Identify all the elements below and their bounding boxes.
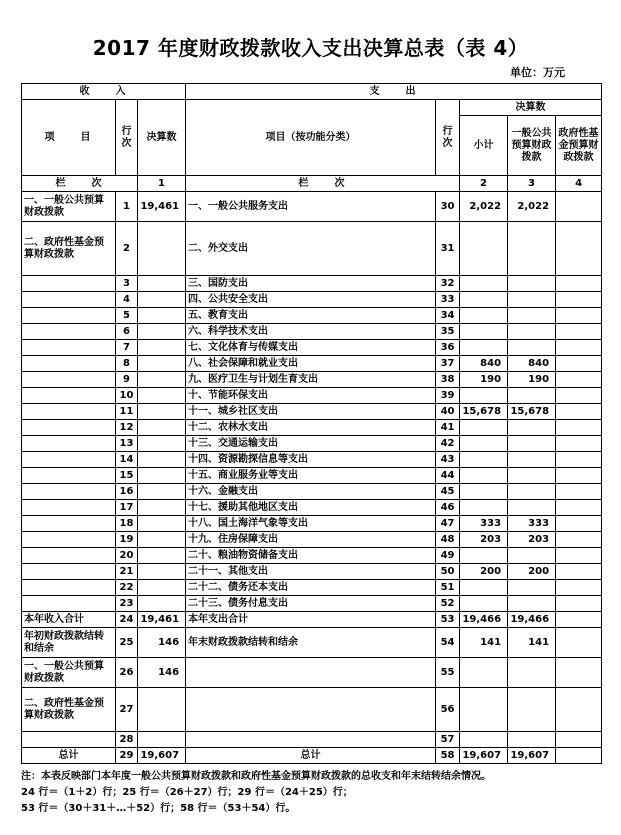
table-row: [22, 372, 602, 388]
expense-row-no-cell: 54: [436, 628, 460, 658]
income-item-cell: [22, 548, 116, 564]
general-budget-cell: [508, 324, 556, 340]
expense-item-cell: 十三、交通运输支出: [186, 436, 436, 452]
general-budget-cell: 203: [508, 532, 556, 548]
general-budget-cell: [508, 484, 556, 500]
column-number-3: 3: [508, 176, 556, 192]
income-row-no-cell: 14: [116, 452, 138, 468]
income-amount-cell: [138, 688, 186, 732]
table-row: [22, 420, 602, 436]
gov-fund-cell: [556, 658, 602, 688]
table-row: [22, 688, 602, 732]
expense-item-cell: 十八、国土海洋气象等支出: [186, 516, 436, 532]
general-budget-cell: 200: [508, 564, 556, 580]
expense-row-no-cell: 38: [436, 372, 460, 388]
page-title: 2017 年度财政拨款收入支出决算总表（表 4）: [92, 36, 529, 60]
table-row: [22, 548, 602, 564]
income-row-no-cell: 16: [116, 484, 138, 500]
column-number-2: 2: [460, 176, 508, 192]
table-row: [22, 596, 602, 612]
income-amount-cell: [138, 532, 186, 548]
subtotal-cell: [460, 596, 508, 612]
gov-fund-cell: [556, 388, 602, 404]
income-amount-cell: [138, 516, 186, 532]
table-row: [22, 276, 602, 292]
table-row: [22, 292, 602, 308]
gov-fund-cell: [556, 276, 602, 292]
income-amount-cell: [138, 372, 186, 388]
general-budget-cell: [508, 452, 556, 468]
general-budget-header: 一般公共预算财政拨款: [508, 116, 556, 176]
table-row: [22, 324, 602, 340]
gov-fund-cell: [556, 292, 602, 308]
income-item-cell: [22, 340, 116, 356]
income-row-no-cell: 26: [116, 658, 138, 688]
expense-item-cell: 十、节能环保支出: [186, 388, 436, 404]
income-amount-cell: [138, 292, 186, 308]
income-amount-cell: [138, 564, 186, 580]
expense-item-cell: 十六、金融支出: [186, 484, 436, 500]
subtotal-cell: [460, 732, 508, 748]
expense-row-no-cell: 33: [436, 292, 460, 308]
general-budget-cell: [508, 688, 556, 732]
table-row: [22, 732, 602, 748]
general-budget-cell: 840: [508, 356, 556, 372]
gov-fund-cell: [556, 340, 602, 356]
subtotal-cell: [460, 452, 508, 468]
income-row-no-cell: 1: [116, 192, 138, 222]
table-row: [22, 340, 602, 356]
subtotal-cell: 333: [460, 516, 508, 532]
income-amount-header: 决算数: [138, 100, 186, 176]
final-group-header: 决算数: [460, 100, 602, 116]
income-amount-cell: [138, 548, 186, 564]
subtotal-cell: 190: [460, 372, 508, 388]
expense-row-no-cell: 35: [436, 324, 460, 340]
column-number-4: 4: [556, 176, 602, 192]
footnote-line: 24 行＝（1＋2）行；25 行＝（26＋27）行；29 行＝（24＋25）行；: [21, 787, 353, 798]
income-amount-cell: [138, 452, 186, 468]
expense-row-no-cell: 42: [436, 436, 460, 452]
gov-fund-cell: [556, 452, 602, 468]
table-row: [22, 500, 602, 516]
income-item-cell: [22, 468, 116, 484]
general-budget-cell: 333: [508, 516, 556, 532]
income-item-cell: 一、一般公共预算财政拨款: [22, 658, 116, 688]
expense-item-cell: 二十一、其他支出: [186, 564, 436, 580]
subtotal-cell: [460, 468, 508, 484]
income-row-no-cell: 9: [116, 372, 138, 388]
income-row-no-cell: 21: [116, 564, 138, 580]
income-row-no-cell: 27: [116, 688, 138, 732]
expense-row-no-cell: 58: [436, 748, 460, 764]
income-item-cell: [22, 732, 116, 748]
expense-row-no-cell: 32: [436, 276, 460, 292]
expense-row-no-cell: 45: [436, 484, 460, 500]
table-row: [22, 580, 602, 596]
expense-item-cell: [186, 688, 436, 732]
income-row-no-cell: 13: [116, 436, 138, 452]
subtotal-cell: 19,607: [460, 748, 508, 764]
subtotal-header: 小计: [460, 116, 508, 176]
gov-fund-cell: [556, 404, 602, 420]
expense-row-no-cell: 46: [436, 500, 460, 516]
income-item-cell: 本年收入合计: [22, 612, 116, 628]
income-item-cell: [22, 564, 116, 580]
general-budget-cell: [508, 292, 556, 308]
gov-fund-cell: [556, 420, 602, 436]
expense-item-cell: 十五、商业服务业等支出: [186, 468, 436, 484]
general-budget-cell: [508, 732, 556, 748]
table-row: [22, 222, 602, 276]
footnote-line: 53 行＝（30＋31＋…＋52）行；58 行＝（53＋54）行。: [21, 803, 296, 814]
expense-row-no-cell: 37: [436, 356, 460, 372]
expense-row-no-cell: 56: [436, 688, 460, 732]
income-item-cell: [22, 580, 116, 596]
gov-fund-cell: [556, 628, 602, 658]
subtotal-cell: [460, 276, 508, 292]
expense-row-no-cell: 34: [436, 308, 460, 324]
income-row-no-cell: 15: [116, 468, 138, 484]
table-row: [22, 356, 602, 372]
income-item-cell: [22, 292, 116, 308]
income-amount-cell: [138, 732, 186, 748]
gov-fund-cell: [556, 516, 602, 532]
expense-item-cell: [186, 732, 436, 748]
expense-row-no-cell: 50: [436, 564, 460, 580]
income-row-no-cell: 2: [116, 222, 138, 276]
gov-fund-header: 政府性基金预算财政拨款: [556, 116, 602, 176]
income-item-cell: 二、政府性基金预算财政拨款: [22, 688, 116, 732]
income-row-no-cell: 7: [116, 340, 138, 356]
income-item-cell: 年初财政拨款结转和结余: [22, 628, 116, 658]
gov-fund-cell: [556, 308, 602, 324]
table-row: [22, 436, 602, 452]
gov-fund-cell: [556, 688, 602, 732]
income-row-no-cell: 11: [116, 404, 138, 420]
general-budget-cell: 19,607: [508, 748, 556, 764]
income-amount-cell: [138, 276, 186, 292]
table-row: [22, 532, 602, 548]
column-label-right: 栏 次: [186, 176, 460, 192]
expense-item-cell: 三、国防支出: [186, 276, 436, 292]
subtotal-cell: [460, 548, 508, 564]
general-budget-cell: [508, 276, 556, 292]
subtotal-cell: [460, 340, 508, 356]
income-row-no-cell: 24: [116, 612, 138, 628]
expense-row-no-cell: 52: [436, 596, 460, 612]
general-budget-cell: [508, 658, 556, 688]
table-row: [22, 628, 602, 658]
income-amount-cell: [138, 436, 186, 452]
expense-row-no-cell: 41: [436, 420, 460, 436]
expense-item-cell: 十四、资源勘探信息等支出: [186, 452, 436, 468]
table-row: [22, 404, 602, 420]
general-budget-cell: 2,022: [508, 192, 556, 222]
income-row-no-cell: 28: [116, 732, 138, 748]
table-row: [22, 748, 602, 764]
gov-fund-cell: [556, 500, 602, 516]
income-item-cell: [22, 308, 116, 324]
subtotal-cell: 203: [460, 532, 508, 548]
income-amount-cell: 19,461: [138, 612, 186, 628]
income-row-no-cell: 23: [116, 596, 138, 612]
final-accounts-table: [21, 83, 602, 764]
expense-item-cell: 年末财政拨款结转和结余: [186, 628, 436, 658]
general-budget-cell: [508, 548, 556, 564]
table-row: [22, 612, 602, 628]
income-amount-cell: [138, 340, 186, 356]
general-budget-cell: 141: [508, 628, 556, 658]
gov-fund-cell: [556, 732, 602, 748]
income-item-cell: [22, 452, 116, 468]
income-item-cell: [22, 516, 116, 532]
general-budget-cell: 19,466: [508, 612, 556, 628]
expense-row-no-cell: 44: [436, 468, 460, 484]
expense-item-cell: 六、科学技术支出: [186, 324, 436, 340]
subtotal-cell: [460, 436, 508, 452]
gov-fund-cell: [556, 356, 602, 372]
expense-item-cell: 十一、城乡社区支出: [186, 404, 436, 420]
expense-item-cell: 一、一般公共服务支出: [186, 192, 436, 222]
expense-row-no-header: 行次: [436, 100, 460, 176]
expense-item-cell: 九、医疗卫生与计划生育支出: [186, 372, 436, 388]
table-row: [22, 658, 602, 688]
income-item-cell: [22, 372, 116, 388]
table-row: [22, 308, 602, 324]
subtotal-cell: 2,022: [460, 192, 508, 222]
gov-fund-cell: [556, 748, 602, 764]
subtotal-cell: [460, 658, 508, 688]
general-budget-cell: [508, 388, 556, 404]
income-row-no-cell: 20: [116, 548, 138, 564]
income-item-cell: [22, 532, 116, 548]
expense-item-cell: 二十二、债务还本支出: [186, 580, 436, 596]
income-row-no-cell: 6: [116, 324, 138, 340]
subtotal-cell: [460, 222, 508, 276]
footnote: [21, 769, 611, 817]
income-item-cell: 二、政府性基金预算财政拨款: [22, 222, 116, 276]
table-row: [22, 516, 602, 532]
income-item-cell: [22, 596, 116, 612]
expense-row-no-cell: 39: [436, 388, 460, 404]
subtotal-cell: [460, 292, 508, 308]
income-amount-cell: [138, 580, 186, 596]
income-row-no-cell: 8: [116, 356, 138, 372]
expense-item-cell: 四、公共安全支出: [186, 292, 436, 308]
expense-item-cell: 二十、粮油物资储备支出: [186, 548, 436, 564]
general-budget-cell: [508, 468, 556, 484]
gov-fund-cell: [556, 548, 602, 564]
income-amount-cell: [138, 356, 186, 372]
subtotal-cell: 200: [460, 564, 508, 580]
subtotal-cell: [460, 388, 508, 404]
income-row-no-cell: 5: [116, 308, 138, 324]
income-item-header: 项 目: [22, 100, 116, 176]
income-row-no-cell: 22: [116, 580, 138, 596]
gov-fund-cell: [556, 596, 602, 612]
gov-fund-cell: [556, 222, 602, 276]
general-budget-cell: [508, 222, 556, 276]
general-budget-cell: [508, 420, 556, 436]
expense-row-no-cell: 55: [436, 658, 460, 688]
gov-fund-cell: [556, 372, 602, 388]
income-item-cell: [22, 324, 116, 340]
income-item-cell: [22, 436, 116, 452]
gov-fund-cell: [556, 468, 602, 484]
income-amount-cell: [138, 324, 186, 340]
income-item-cell: [22, 356, 116, 372]
subtotal-cell: [460, 324, 508, 340]
expense-item-header: 项目（按功能分类）: [186, 100, 436, 176]
expense-item-cell: 十二、农林水支出: [186, 420, 436, 436]
income-amount-cell: [138, 500, 186, 516]
subtotal-cell: 15,678: [460, 404, 508, 420]
column-label-left: 栏 次: [22, 176, 138, 192]
income-item-cell: [22, 276, 116, 292]
expense-item-cell: 十七、援助其他地区支出: [186, 500, 436, 516]
income-row-no-cell: 29: [116, 748, 138, 764]
general-budget-cell: 190: [508, 372, 556, 388]
table-row: [22, 192, 602, 222]
expense-row-no-cell: 49: [436, 548, 460, 564]
table-row: [22, 452, 602, 468]
gov-fund-cell: [556, 564, 602, 580]
subtotal-cell: [460, 500, 508, 516]
gov-fund-cell: [556, 612, 602, 628]
expense-row-no-cell: 31: [436, 222, 460, 276]
income-amount-cell: [138, 484, 186, 500]
expense-row-no-cell: 51: [436, 580, 460, 596]
income-row-no-cell: 3: [116, 276, 138, 292]
table-row: [22, 468, 602, 484]
expense-item-cell: [186, 658, 436, 688]
table-row: [22, 388, 602, 404]
footnote-line: 注：本表反映部门本年度一般公共预算财政拨款和政府性基金预算财政拨款的总收支和年末结转结余情况。: [21, 771, 491, 782]
income-amount-cell: [138, 388, 186, 404]
column-number-1: 1: [138, 176, 186, 192]
income-amount-cell: 19,461: [138, 192, 186, 222]
expense-row-no-cell: 43: [436, 452, 460, 468]
income-item-cell: [22, 404, 116, 420]
expense-item-cell: 十九、住房保障支出: [186, 532, 436, 548]
gov-fund-cell: [556, 484, 602, 500]
income-amount-cell: [138, 308, 186, 324]
expense-row-no-cell: 30: [436, 192, 460, 222]
income-row-no-cell: 12: [116, 420, 138, 436]
table-row: [22, 484, 602, 500]
gov-fund-cell: [556, 532, 602, 548]
general-budget-cell: [508, 340, 556, 356]
expense-row-no-cell: 47: [436, 516, 460, 532]
income-amount-cell: 146: [138, 658, 186, 688]
income-row-no-cell: 18: [116, 516, 138, 532]
general-budget-cell: [508, 596, 556, 612]
income-item-cell: 一、一般公共预算财政拨款: [22, 192, 116, 222]
income-item-cell: [22, 484, 116, 500]
income-item-cell: 总计: [22, 748, 116, 764]
expense-row-no-cell: 48: [436, 532, 460, 548]
income-amount-cell: 146: [138, 628, 186, 658]
gov-fund-cell: [556, 580, 602, 596]
table-row: [22, 564, 602, 580]
general-budget-cell: [508, 580, 556, 596]
gov-fund-cell: [556, 192, 602, 222]
expense-item-cell: 二、外交支出: [186, 222, 436, 276]
unit-label: 单位：万元: [510, 66, 565, 79]
subtotal-cell: 19,466: [460, 612, 508, 628]
income-item-cell: [22, 388, 116, 404]
subtotal-cell: [460, 688, 508, 732]
expense-row-no-cell: 57: [436, 732, 460, 748]
income-item-cell: [22, 500, 116, 516]
expense-item-cell: 总计: [186, 748, 436, 764]
expense-item-cell: 本年支出合计: [186, 612, 436, 628]
expense-header: 支 出: [186, 84, 602, 100]
income-row-no-cell: 19: [116, 532, 138, 548]
general-budget-cell: [508, 436, 556, 452]
expense-item-cell: 二十三、债务付息支出: [186, 596, 436, 612]
income-amount-cell: [138, 468, 186, 484]
income-row-no-cell: 25: [116, 628, 138, 658]
subtotal-cell: [460, 308, 508, 324]
income-row-no-cell: 4: [116, 292, 138, 308]
income-amount-cell: [138, 596, 186, 612]
subtotal-cell: [460, 420, 508, 436]
income-amount-cell: [138, 222, 186, 276]
income-amount-cell: [138, 420, 186, 436]
expense-item-cell: 七、文化体育与传媒支出: [186, 340, 436, 356]
expense-row-no-cell: 40: [436, 404, 460, 420]
subtotal-cell: 840: [460, 356, 508, 372]
gov-fund-cell: [556, 436, 602, 452]
income-row-no-cell: 10: [116, 388, 138, 404]
income-amount-cell: [138, 404, 186, 420]
expense-row-no-cell: 36: [436, 340, 460, 356]
subtotal-cell: [460, 484, 508, 500]
subtotal-cell: [460, 580, 508, 596]
gov-fund-cell: [556, 324, 602, 340]
income-amount-cell: 19,607: [138, 748, 186, 764]
expense-item-cell: 五、教育支出: [186, 308, 436, 324]
income-header: 收 入: [22, 84, 186, 100]
general-budget-cell: 15,678: [508, 404, 556, 420]
general-budget-cell: [508, 308, 556, 324]
expense-item-cell: 八、社会保障和就业支出: [186, 356, 436, 372]
income-row-no-header: 行次: [116, 100, 138, 176]
subtotal-cell: 141: [460, 628, 508, 658]
general-budget-cell: [508, 500, 556, 516]
income-item-cell: [22, 420, 116, 436]
income-row-no-cell: 17: [116, 500, 138, 516]
expense-row-no-cell: 53: [436, 612, 460, 628]
